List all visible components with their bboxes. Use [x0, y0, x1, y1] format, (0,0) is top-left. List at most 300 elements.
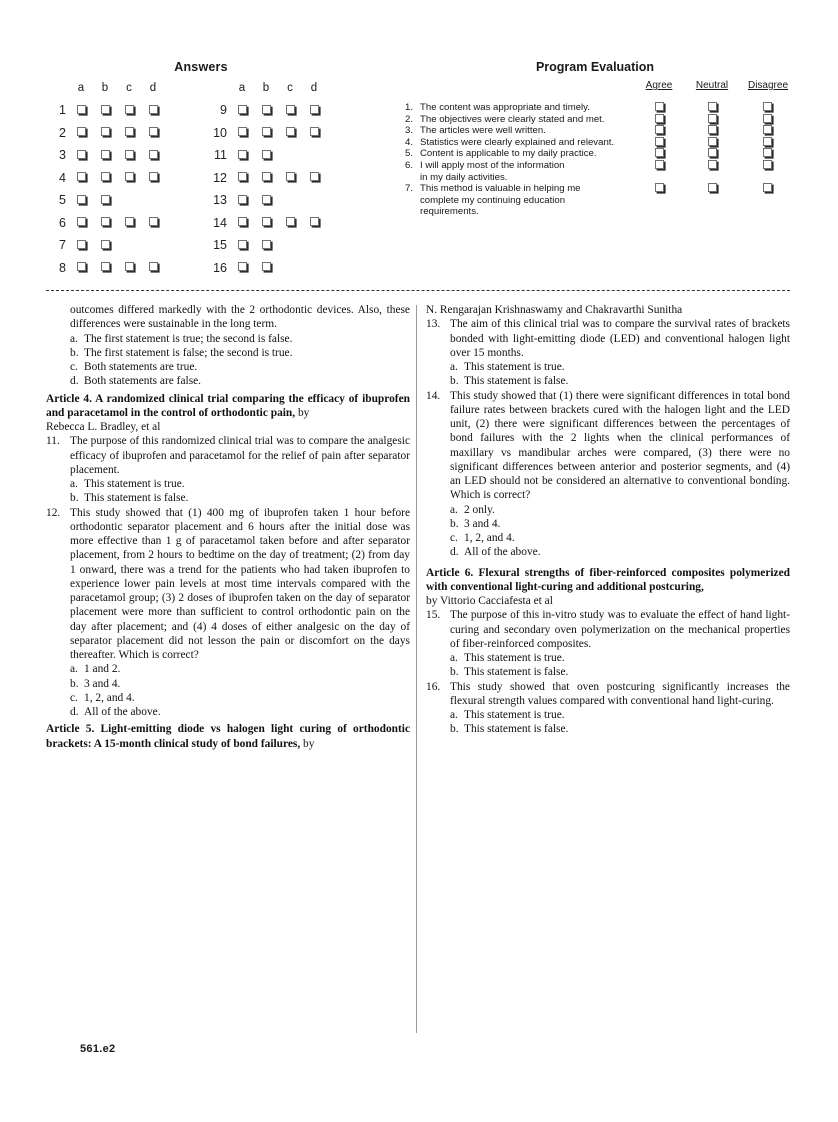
- answers-col-a: a: [238, 82, 246, 94]
- option-text: 1, 2, and 4.: [464, 532, 515, 544]
- checkbox-icon[interactable]: [238, 105, 247, 114]
- evaluation-item-number: 4.: [405, 136, 414, 148]
- checkbox-icon[interactable]: [149, 172, 158, 181]
- answers-cell[interactable]: [254, 144, 278, 167]
- checkbox-icon[interactable]: [763, 183, 772, 192]
- option-text: The first statement is false; the second is true.: [84, 346, 293, 359]
- option-label: a.: [450, 361, 458, 373]
- answers-row: [207, 189, 326, 212]
- answers-row: [207, 122, 326, 145]
- checkbox-icon[interactable]: [262, 195, 271, 204]
- evaluation-checkbox-agree[interactable]: [655, 137, 664, 149]
- answers-cell[interactable]: [254, 234, 278, 257]
- option-label: b.: [450, 375, 459, 388]
- answers-col-b: b: [101, 82, 109, 94]
- evaluation-checkbox-neutral[interactable]: [708, 125, 717, 137]
- answers-row-number: 16: [213, 260, 227, 275]
- checkbox-icon[interactable]: [101, 105, 110, 114]
- program-evaluation-scale-header: [400, 80, 800, 96]
- checkbox-icon[interactable]: [708, 160, 717, 169]
- option-text: All of the above.: [84, 706, 161, 718]
- answers-cell[interactable]: [93, 167, 117, 190]
- checkbox-icon[interactable]: [655, 160, 664, 169]
- answers-row-number: 1: [59, 103, 66, 118]
- answers-row: [207, 212, 326, 235]
- evaluation-checkbox-agree[interactable]: [655, 148, 664, 160]
- evaluation-item-number: 2.: [405, 113, 414, 125]
- evaluation-item-number: 7.: [405, 183, 414, 195]
- question-13-option-a: [426, 360, 790, 374]
- answers-cell[interactable]: [230, 167, 254, 190]
- forms-area: [0, 0, 838, 290]
- answers-table-group-2: [207, 82, 326, 279]
- answers-cell[interactable]: [69, 99, 93, 122]
- evaluation-row: [400, 160, 800, 183]
- question-number: 12.: [46, 506, 61, 519]
- answers-cell[interactable]: [93, 99, 117, 122]
- checkbox-icon[interactable]: [286, 105, 295, 114]
- checkbox-icon[interactable]: [77, 217, 86, 226]
- answers-cell[interactable]: [69, 122, 93, 145]
- answers-cell[interactable]: [278, 99, 302, 122]
- option-text: This statement is true.: [464, 709, 565, 721]
- checkbox-icon[interactable]: [655, 114, 664, 123]
- answers-number-header: [207, 82, 230, 99]
- evaluation-row: [400, 137, 800, 149]
- answers-cell[interactable]: [254, 167, 278, 190]
- answers-cell[interactable]: [278, 212, 302, 235]
- answers-cell[interactable]: [302, 99, 326, 122]
- evaluation-row-checkboxes: [400, 125, 800, 136]
- answers-row-number: 3: [59, 148, 66, 163]
- answers-cell[interactable]: [69, 189, 93, 212]
- answers-row: [46, 144, 165, 167]
- option-text: Both statements are true.: [84, 361, 198, 373]
- option-text: Both statements are false.: [84, 375, 202, 388]
- checkbox-icon[interactable]: [149, 262, 158, 271]
- question-12: [46, 506, 410, 663]
- answers-cell[interactable]: [117, 167, 141, 190]
- checkbox-icon[interactable]: [125, 172, 134, 181]
- column-divider: [416, 305, 417, 1033]
- answers-cell[interactable]: [302, 122, 326, 145]
- evaluation-row: [400, 102, 800, 114]
- checkbox-icon[interactable]: [238, 127, 247, 136]
- checkbox-icon[interactable]: [101, 262, 110, 271]
- answers-cell[interactable]: [230, 212, 254, 235]
- answers-row-number: 10: [213, 125, 227, 140]
- question-10-option-d: [46, 374, 410, 388]
- checkbox-icon[interactable]: [125, 127, 134, 136]
- question-15: [426, 608, 790, 651]
- checkbox-icon[interactable]: [655, 137, 664, 146]
- answers-cell[interactable]: [69, 234, 93, 257]
- option-label: d.: [70, 375, 79, 388]
- answers-cell[interactable]: [230, 234, 254, 257]
- question-text: This study showed that oven postcuring significantly increases the flexural strength values compared with conventional hand light-curing.: [450, 680, 790, 707]
- checkbox-icon[interactable]: [125, 105, 134, 114]
- evaluation-checkbox-disagree[interactable]: [763, 125, 772, 137]
- checkbox-icon[interactable]: [262, 240, 271, 249]
- program-evaluation-title: Program Evaluation: [535, 60, 655, 74]
- evaluation-checkbox-neutral[interactable]: [708, 137, 717, 149]
- answers-cell[interactable]: [230, 122, 254, 145]
- evaluation-checkbox-disagree[interactable]: [763, 102, 772, 114]
- answers-col-d: d: [310, 82, 318, 94]
- question-12-option-a: [46, 662, 410, 676]
- checkbox-icon[interactable]: [708, 114, 717, 123]
- checkbox-icon[interactable]: [310, 105, 319, 114]
- answers-cell[interactable]: [302, 212, 326, 235]
- question-number: 14.: [426, 389, 441, 402]
- evaluation-item-line: The content was appropriate and timely.: [420, 102, 590, 113]
- evaluation-item-line: The articles were well written.: [420, 125, 546, 137]
- scale-header-agree: Agree: [645, 80, 673, 91]
- checkbox-icon[interactable]: [77, 195, 86, 204]
- option-label: a.: [70, 478, 78, 490]
- answers-row: [46, 122, 165, 145]
- checkbox-icon[interactable]: [708, 137, 717, 146]
- checkbox-icon[interactable]: [262, 262, 271, 271]
- answers-col-c: c: [126, 82, 132, 94]
- answers-cell[interactable]: [230, 257, 254, 280]
- checkbox-icon[interactable]: [238, 217, 247, 226]
- question-16: [426, 680, 790, 709]
- question-text: This study showed that (1) 400 mg of ibuprofen taken 1 hour before orthodontic separator placement and 6 hours after the initial dose was more effective than 1 g of paracetamol taken before and after separator placement, from 2 hours to bedtime on the day of treatment; (2) from day 1 onward, there was a trend for the patients who had taken ibuprofen to experience lower pain levels at most time intervals compared with the paracetamol group; (3) 2 doses of ibuprofen taken on the day of separator placement were more than sufficient to control orthodontic pain on the day after placement; and (4) 4 doses of either analgesic on the day of separator placement did not lesson the pain or discomfort on the days thereafter. Which is correct?: [70, 506, 410, 661]
- question-12-option-c: [46, 691, 410, 705]
- evaluation-checkbox-disagree[interactable]: [763, 183, 772, 195]
- answers-number-header: [46, 82, 69, 99]
- answers-cell[interactable]: [278, 167, 302, 190]
- answers-cell[interactable]: [93, 257, 117, 280]
- answers-cell[interactable]: [69, 144, 93, 167]
- answers-block: [46, 60, 396, 279]
- evaluation-row-checkboxes: [400, 102, 800, 113]
- evaluation-checkbox-agree[interactable]: [655, 102, 664, 114]
- evaluation-checkbox-neutral[interactable]: [708, 102, 717, 114]
- option-text: The first statement is true; the second is false.: [84, 332, 293, 345]
- answers-row-number: 5: [59, 193, 66, 208]
- evaluation-checkbox-neutral[interactable]: [708, 183, 717, 195]
- checkbox-icon[interactable]: [101, 172, 110, 181]
- answers-col-d: d: [149, 82, 157, 94]
- evaluation-row-checkboxes: [400, 183, 800, 194]
- question-number: 13.: [426, 318, 441, 331]
- question-15-option-b: [426, 665, 790, 679]
- answers-row: [46, 99, 165, 122]
- evaluation-checkbox-disagree[interactable]: [763, 114, 772, 126]
- checkbox-icon[interactable]: [655, 183, 664, 192]
- checkbox-icon[interactable]: [238, 240, 247, 249]
- option-label: b.: [450, 666, 459, 679]
- checkbox-icon[interactable]: [708, 148, 717, 157]
- answers-row: [207, 234, 326, 257]
- checkbox-icon[interactable]: [101, 150, 110, 159]
- question-10-continuation: outcomes differed markedly with the 2 orthodontic devices. Also, these differences were sustainable in the long term.: [70, 304, 410, 331]
- option-label: a.: [70, 332, 78, 345]
- answers-cell[interactable]: [141, 257, 165, 280]
- evaluation-checkbox-disagree[interactable]: [763, 148, 772, 160]
- checkbox-icon[interactable]: [310, 127, 319, 136]
- checkbox-icon[interactable]: [262, 105, 271, 114]
- evaluation-item-line: The objectives were clearly stated and met.: [420, 113, 605, 125]
- option-label: a.: [70, 663, 78, 676]
- answers-table-group-1: [46, 82, 165, 279]
- answers-row-number: 12: [213, 170, 227, 185]
- checkbox-icon[interactable]: [708, 183, 717, 192]
- checkbox-icon[interactable]: [763, 102, 772, 111]
- answers-row: [46, 212, 165, 235]
- checkbox-icon[interactable]: [262, 150, 271, 159]
- checkbox-icon[interactable]: [286, 217, 295, 226]
- answers-cell[interactable]: [141, 144, 165, 167]
- option-text: This statement is true.: [464, 652, 565, 664]
- checkbox-icon[interactable]: [310, 172, 319, 181]
- question-12-option-b: [46, 677, 410, 691]
- checkbox-icon[interactable]: [763, 160, 772, 169]
- option-label: a.: [450, 652, 458, 664]
- answers-cell[interactable]: [141, 167, 165, 190]
- program-evaluation-rows: [400, 102, 800, 218]
- answers-cell: [141, 234, 165, 257]
- evaluation-row: [400, 114, 800, 126]
- article-5-by: by: [300, 737, 315, 750]
- answers-cell[interactable]: [117, 144, 141, 167]
- answers-cell[interactable]: [254, 189, 278, 212]
- question-11: [46, 434, 410, 477]
- answers-row: [207, 144, 326, 167]
- evaluation-checkbox-neutral[interactable]: [708, 160, 717, 172]
- answers-cell[interactable]: [93, 122, 117, 145]
- option-text: This statement is false.: [464, 375, 569, 388]
- question-text: This study showed that (1) there were significant differences in total bond failure rates between brackets cured with the halogen light and the LED unit, (2) there were significant differences between the percentages of bond failures with the 2 lights when the clinical performances of maxillary vs mandibular arches were compared, (3) there were no significant differences between anterior and posterior segments, and (4) an LED should not be considered an alternative to conventional bonding. Which is correct?: [450, 389, 790, 502]
- answers-cell[interactable]: [230, 189, 254, 212]
- evaluation-checkbox-agree[interactable]: [655, 114, 664, 126]
- evaluation-item-number: 1.: [405, 102, 414, 113]
- checkbox-icon[interactable]: [238, 195, 247, 204]
- article-5-authors: N. Rengarajan Krishnaswamy and Chakravarthi Sunitha: [426, 304, 683, 316]
- evaluation-item-number: 6.: [405, 159, 414, 171]
- checkbox-icon[interactable]: [763, 148, 772, 157]
- answers-cell[interactable]: [93, 212, 117, 235]
- checkbox-icon[interactable]: [708, 102, 717, 111]
- answers-cell[interactable]: [69, 167, 93, 190]
- option-text: This statement is true.: [464, 361, 565, 373]
- option-text: 3 and 4.: [464, 517, 501, 530]
- answers-cell[interactable]: [117, 99, 141, 122]
- checkbox-icon[interactable]: [125, 262, 134, 271]
- answers-row: [207, 99, 326, 122]
- checkbox-icon[interactable]: [238, 150, 247, 159]
- checkbox-icon[interactable]: [763, 125, 772, 134]
- checkbox-icon[interactable]: [77, 150, 86, 159]
- checkbox-icon[interactable]: [149, 217, 158, 226]
- answers-row-number: 6: [59, 215, 66, 230]
- answers-cell[interactable]: [141, 99, 165, 122]
- answers-cell[interactable]: [69, 212, 93, 235]
- answers-groups: [46, 82, 396, 279]
- answers-row-number: 13: [213, 193, 227, 208]
- checkbox-icon[interactable]: [149, 150, 158, 159]
- question-11-option-a: [46, 477, 410, 491]
- option-label: a.: [450, 709, 458, 721]
- left-column: [46, 303, 410, 751]
- checkbox-icon[interactable]: [708, 125, 717, 134]
- option-label: c.: [450, 532, 458, 544]
- question-14: [426, 389, 790, 503]
- answers-cell: [141, 189, 165, 212]
- checkbox-icon[interactable]: [310, 217, 319, 226]
- question-number: 15.: [426, 609, 441, 622]
- option-label: b.: [70, 346, 79, 359]
- article-4-authors: Rebecca L. Bradley, et al: [46, 421, 161, 433]
- checkbox-icon[interactable]: [101, 217, 110, 226]
- answers-cell[interactable]: [230, 144, 254, 167]
- option-label: d.: [70, 706, 79, 718]
- question-text: The purpose of this randomized clinical trial was to compare the analgesic efficacy of ibuprofen and paracetamol for the relief of pain after separator placement.: [70, 435, 410, 476]
- answers-cell[interactable]: [141, 212, 165, 235]
- option-label: b.: [70, 677, 79, 690]
- evaluation-row-checkboxes: [400, 137, 800, 148]
- checkbox-icon[interactable]: [655, 148, 664, 157]
- checkbox-icon[interactable]: [77, 127, 86, 136]
- answers-cell: [117, 189, 141, 212]
- option-label: b.: [450, 517, 459, 530]
- evaluation-item-line: Content is applicable to my daily practice.: [420, 148, 597, 160]
- answers-body-group-2: [207, 99, 326, 279]
- evaluation-checkbox-neutral[interactable]: [708, 148, 717, 160]
- checkbox-icon[interactable]: [149, 127, 158, 136]
- checkbox-icon[interactable]: [101, 195, 110, 204]
- answers-row-number: 11: [214, 148, 227, 163]
- answers-cell: [278, 189, 302, 212]
- right-column: [426, 303, 790, 737]
- evaluation-item-line: requirements.: [420, 206, 479, 218]
- answers-cell: [302, 189, 326, 212]
- option-text: This statement is true.: [84, 478, 185, 490]
- article-4-title: Article 4. A randomized clinical trial comparing the efficacy of ibuprofen and paracetamol in the control of orthodontic pain,: [46, 392, 410, 419]
- answers-col-b: b: [262, 82, 270, 94]
- answers-cell[interactable]: [117, 257, 141, 280]
- option-text: This statement is false.: [464, 666, 569, 679]
- checkbox-icon[interactable]: [125, 217, 134, 226]
- option-text: This statement is false.: [84, 492, 189, 505]
- evaluation-checkbox-agree[interactable]: [655, 125, 664, 137]
- checkbox-icon[interactable]: [77, 105, 86, 114]
- answers-cell[interactable]: [93, 234, 117, 257]
- evaluation-checkbox-agree[interactable]: [655, 160, 664, 172]
- answers-row: [46, 189, 165, 212]
- answers-cell[interactable]: [69, 257, 93, 280]
- checkbox-icon[interactable]: [763, 114, 772, 123]
- question-12-option-d: [46, 705, 410, 719]
- dashed-separator: [46, 290, 790, 291]
- option-label: c.: [70, 361, 78, 373]
- answers-cell[interactable]: [254, 122, 278, 145]
- answers-row: [46, 167, 165, 190]
- option-text: This statement is false.: [464, 723, 569, 736]
- checkbox-icon[interactable]: [77, 240, 86, 249]
- question-10-option-a: [46, 332, 410, 346]
- checkbox-icon[interactable]: [238, 262, 247, 271]
- question-14-option-b: [426, 517, 790, 531]
- evaluation-row-checkboxes: [400, 160, 800, 171]
- answers-cell: [117, 234, 141, 257]
- checkbox-icon[interactable]: [238, 172, 247, 181]
- checkbox-icon[interactable]: [763, 137, 772, 146]
- question-10-option-c: [46, 360, 410, 374]
- answers-cell[interactable]: [254, 257, 278, 280]
- evaluation-item-line: This method is valuable in helping me: [420, 183, 581, 195]
- checkbox-icon[interactable]: [655, 102, 664, 111]
- answers-cell[interactable]: [254, 212, 278, 235]
- article-4-by: by: [295, 406, 310, 419]
- option-text: 2 only.: [464, 503, 495, 516]
- checkbox-icon[interactable]: [262, 172, 271, 181]
- checkbox-icon[interactable]: [101, 127, 110, 136]
- question-text: The purpose of this in-vitro study was to evaluate the effect of hand light-curing and secondary oven polymerization on the mechanical properties of fiber-reinforced composites.: [450, 609, 790, 650]
- checkbox-icon[interactable]: [101, 240, 110, 249]
- question-16-option-b: [426, 722, 790, 736]
- question-16-option-a: [426, 708, 790, 722]
- scale-header-disagree: Disagree: [747, 80, 789, 91]
- answers-body-group-1: [46, 99, 165, 279]
- question-11-option-b: [46, 491, 410, 505]
- checkbox-icon[interactable]: [262, 217, 271, 226]
- answers-cell[interactable]: [302, 167, 326, 190]
- option-label: c.: [70, 691, 78, 704]
- answers-cell[interactable]: [117, 122, 141, 145]
- evaluation-checkbox-disagree[interactable]: [763, 160, 772, 172]
- answers-row: [46, 234, 165, 257]
- answers-header-row: [46, 82, 165, 99]
- answers-cell[interactable]: [93, 144, 117, 167]
- checkbox-icon[interactable]: [655, 125, 664, 134]
- evaluation-item-line: complete my continuing education: [420, 194, 566, 206]
- answers-cell[interactable]: [93, 189, 117, 212]
- answers-row-number: 9: [220, 103, 227, 118]
- checkbox-icon[interactable]: [77, 172, 86, 181]
- answers-cell[interactable]: [278, 122, 302, 145]
- evaluation-checkbox-agree[interactable]: [655, 183, 664, 195]
- checkbox-icon[interactable]: [286, 172, 295, 181]
- article-6-heading: Article 6. Flexural strengths of fiber-reinforced composites polymerized with conventional light-curing and additional postcuring,: [426, 566, 790, 593]
- option-label: d.: [450, 546, 459, 559]
- answers-row-number: 4: [59, 170, 66, 185]
- article-5-heading: [46, 722, 410, 751]
- checkbox-icon[interactable]: [149, 105, 158, 114]
- option-text: 1, 2, and 4.: [84, 691, 135, 704]
- question-14-option-d: [426, 545, 790, 559]
- checkbox-icon[interactable]: [286, 127, 295, 136]
- checkbox-icon[interactable]: [125, 150, 134, 159]
- answers-cell[interactable]: [141, 122, 165, 145]
- answers-cell: [278, 144, 302, 167]
- answers-cell[interactable]: [230, 99, 254, 122]
- evaluation-checkbox-disagree[interactable]: [763, 137, 772, 149]
- question-14-option-a: [426, 503, 790, 517]
- evaluation-checkbox-neutral[interactable]: [708, 114, 717, 126]
- evaluation-item-line: in my daily activities.: [420, 171, 508, 183]
- program-evaluation-block: [400, 60, 800, 218]
- answers-row-number: 2: [59, 125, 66, 140]
- checkbox-icon[interactable]: [262, 127, 271, 136]
- checkbox-icon[interactable]: [77, 262, 86, 271]
- answers-cell[interactable]: [117, 212, 141, 235]
- option-label: b.: [450, 723, 459, 736]
- evaluation-item-line: Statistics were clearly explained and relevant.: [420, 136, 615, 148]
- answers-cell[interactable]: [254, 99, 278, 122]
